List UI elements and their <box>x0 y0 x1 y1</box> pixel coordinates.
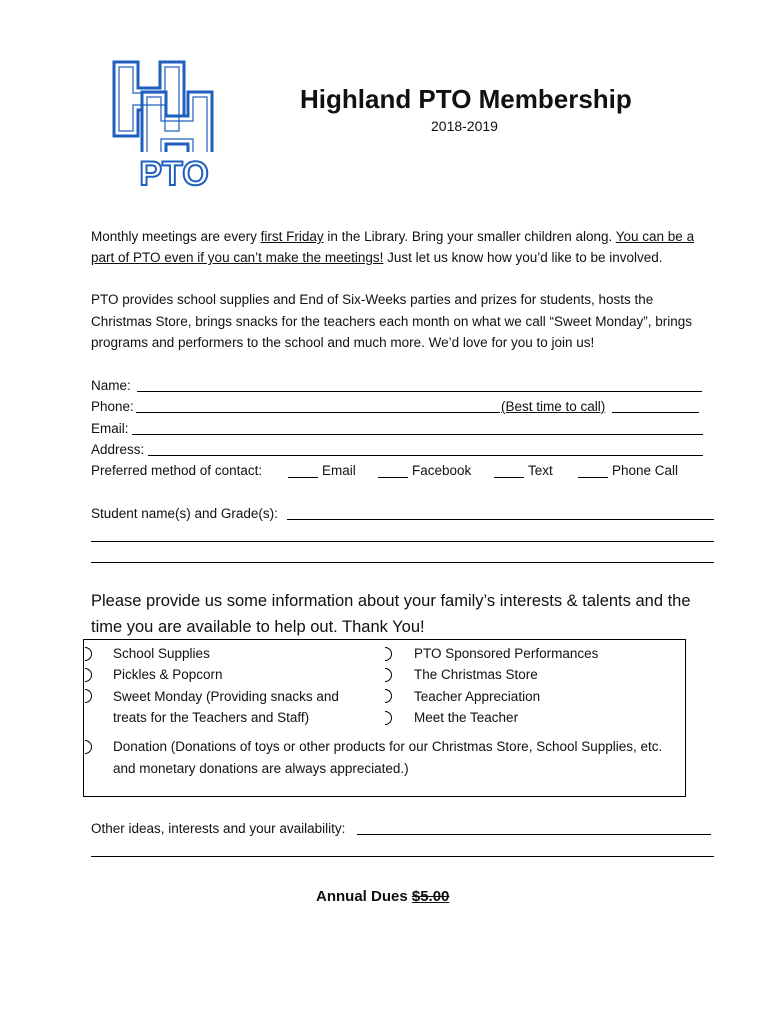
address-label: Address: <box>91 442 145 457</box>
svg-text:PTO: PTO <box>139 155 209 190</box>
email-label: Email: <box>91 421 129 436</box>
name-label: Name: <box>91 378 131 393</box>
intro-text: in the Library. Bring your smaller children along. <box>323 229 616 244</box>
school-year: 2018-2019 <box>431 118 498 134</box>
intro-p2-line-3: programs and performers to the school and much more. We’d love for you to join us! <box>91 335 595 350</box>
phone-field[interactable] <box>136 412 500 413</box>
option-christmas-store: The Christmas Store <box>414 667 538 682</box>
other-ideas-label: Other ideas, interests and your availability: <box>91 821 346 836</box>
intro-underlined: part of PTO even if you can’t make the meetings! <box>91 250 384 265</box>
intro-p2-line-1: PTO provides school supplies and End of Six-Weeks parties and prizes for students, hosts the <box>91 292 654 307</box>
page-title: Highland PTO Membership <box>300 84 632 114</box>
option-sweet-monday-cont: treats for the Teachers and Staff) <box>113 710 310 725</box>
intro-text: Just let us know how you’d like to be involved. <box>383 250 663 265</box>
student-field[interactable] <box>287 519 714 520</box>
option-sweet-monday: Sweet Monday (Providing snacks and <box>113 689 339 704</box>
contact-label: Preferred method of contact: <box>91 463 263 478</box>
address-field[interactable] <box>148 455 703 456</box>
option-donation-cont: and monetary donations are always appreciated.) <box>113 761 409 776</box>
contact-facebook: Facebook <box>412 463 472 478</box>
option-pickles-popcorn: Pickles & Popcorn <box>113 667 223 682</box>
interests-heading-line-1: Please provide us some information about your family’s interests & talents and the <box>91 592 691 610</box>
phone-label: Phone: <box>91 399 134 414</box>
intro-first-friday: first Friday <box>260 229 324 244</box>
option-pto-performances: PTO Sponsored Performances <box>414 646 599 661</box>
annual-dues-label: Annual Dues <box>316 888 412 905</box>
contact-phone-blank[interactable] <box>578 477 608 478</box>
email-field[interactable] <box>132 434 703 435</box>
option-teacher-appreciation: Teacher Appreciation <box>414 689 541 704</box>
annual-dues <box>316 888 449 905</box>
option-donation: Donation (Donations of toys or other products for our Christmas Store, School Supplies, etc. <box>113 739 663 754</box>
best-time-label: (Best time to call) <box>501 399 606 414</box>
hh-pto-logo-graphic <box>108 58 226 190</box>
annual-dues-amount: $5.00 <box>411 888 450 905</box>
intro-text: Monthly meetings are every <box>91 229 261 244</box>
option-school-supplies: School Supplies <box>113 646 210 661</box>
intro-line-2 <box>91 247 663 268</box>
student-field-line-2[interactable] <box>91 541 714 542</box>
contact-email-blank[interactable] <box>288 477 318 478</box>
best-time-field[interactable] <box>612 412 699 413</box>
contact-phone-call: Phone Call <box>612 463 679 478</box>
intro-p2-line-2: Christmas Store, brings snacks for the teachers each month on what we call “Sweet Monday”, brings <box>91 314 693 329</box>
other-ideas-field[interactable] <box>357 834 711 835</box>
contact-facebook-blank[interactable] <box>378 477 408 478</box>
intro-underlined: You can be a <box>615 229 695 244</box>
student-label: Student name(s) and Grade(s): <box>91 506 278 521</box>
contact-text: Text <box>528 463 553 478</box>
student-field-line-3[interactable] <box>91 562 714 563</box>
name-field[interactable] <box>137 391 702 392</box>
intro-line-1 <box>91 226 694 247</box>
other-ideas-field-line-2[interactable] <box>91 856 714 857</box>
pto-logo <box>108 58 226 190</box>
contact-text-blank[interactable] <box>494 477 524 478</box>
interests-heading-line-2: time you are available to help out. Thank You! <box>91 618 425 636</box>
contact-email: Email <box>322 463 356 478</box>
option-meet-the-teacher: Meet the Teacher <box>414 710 519 725</box>
